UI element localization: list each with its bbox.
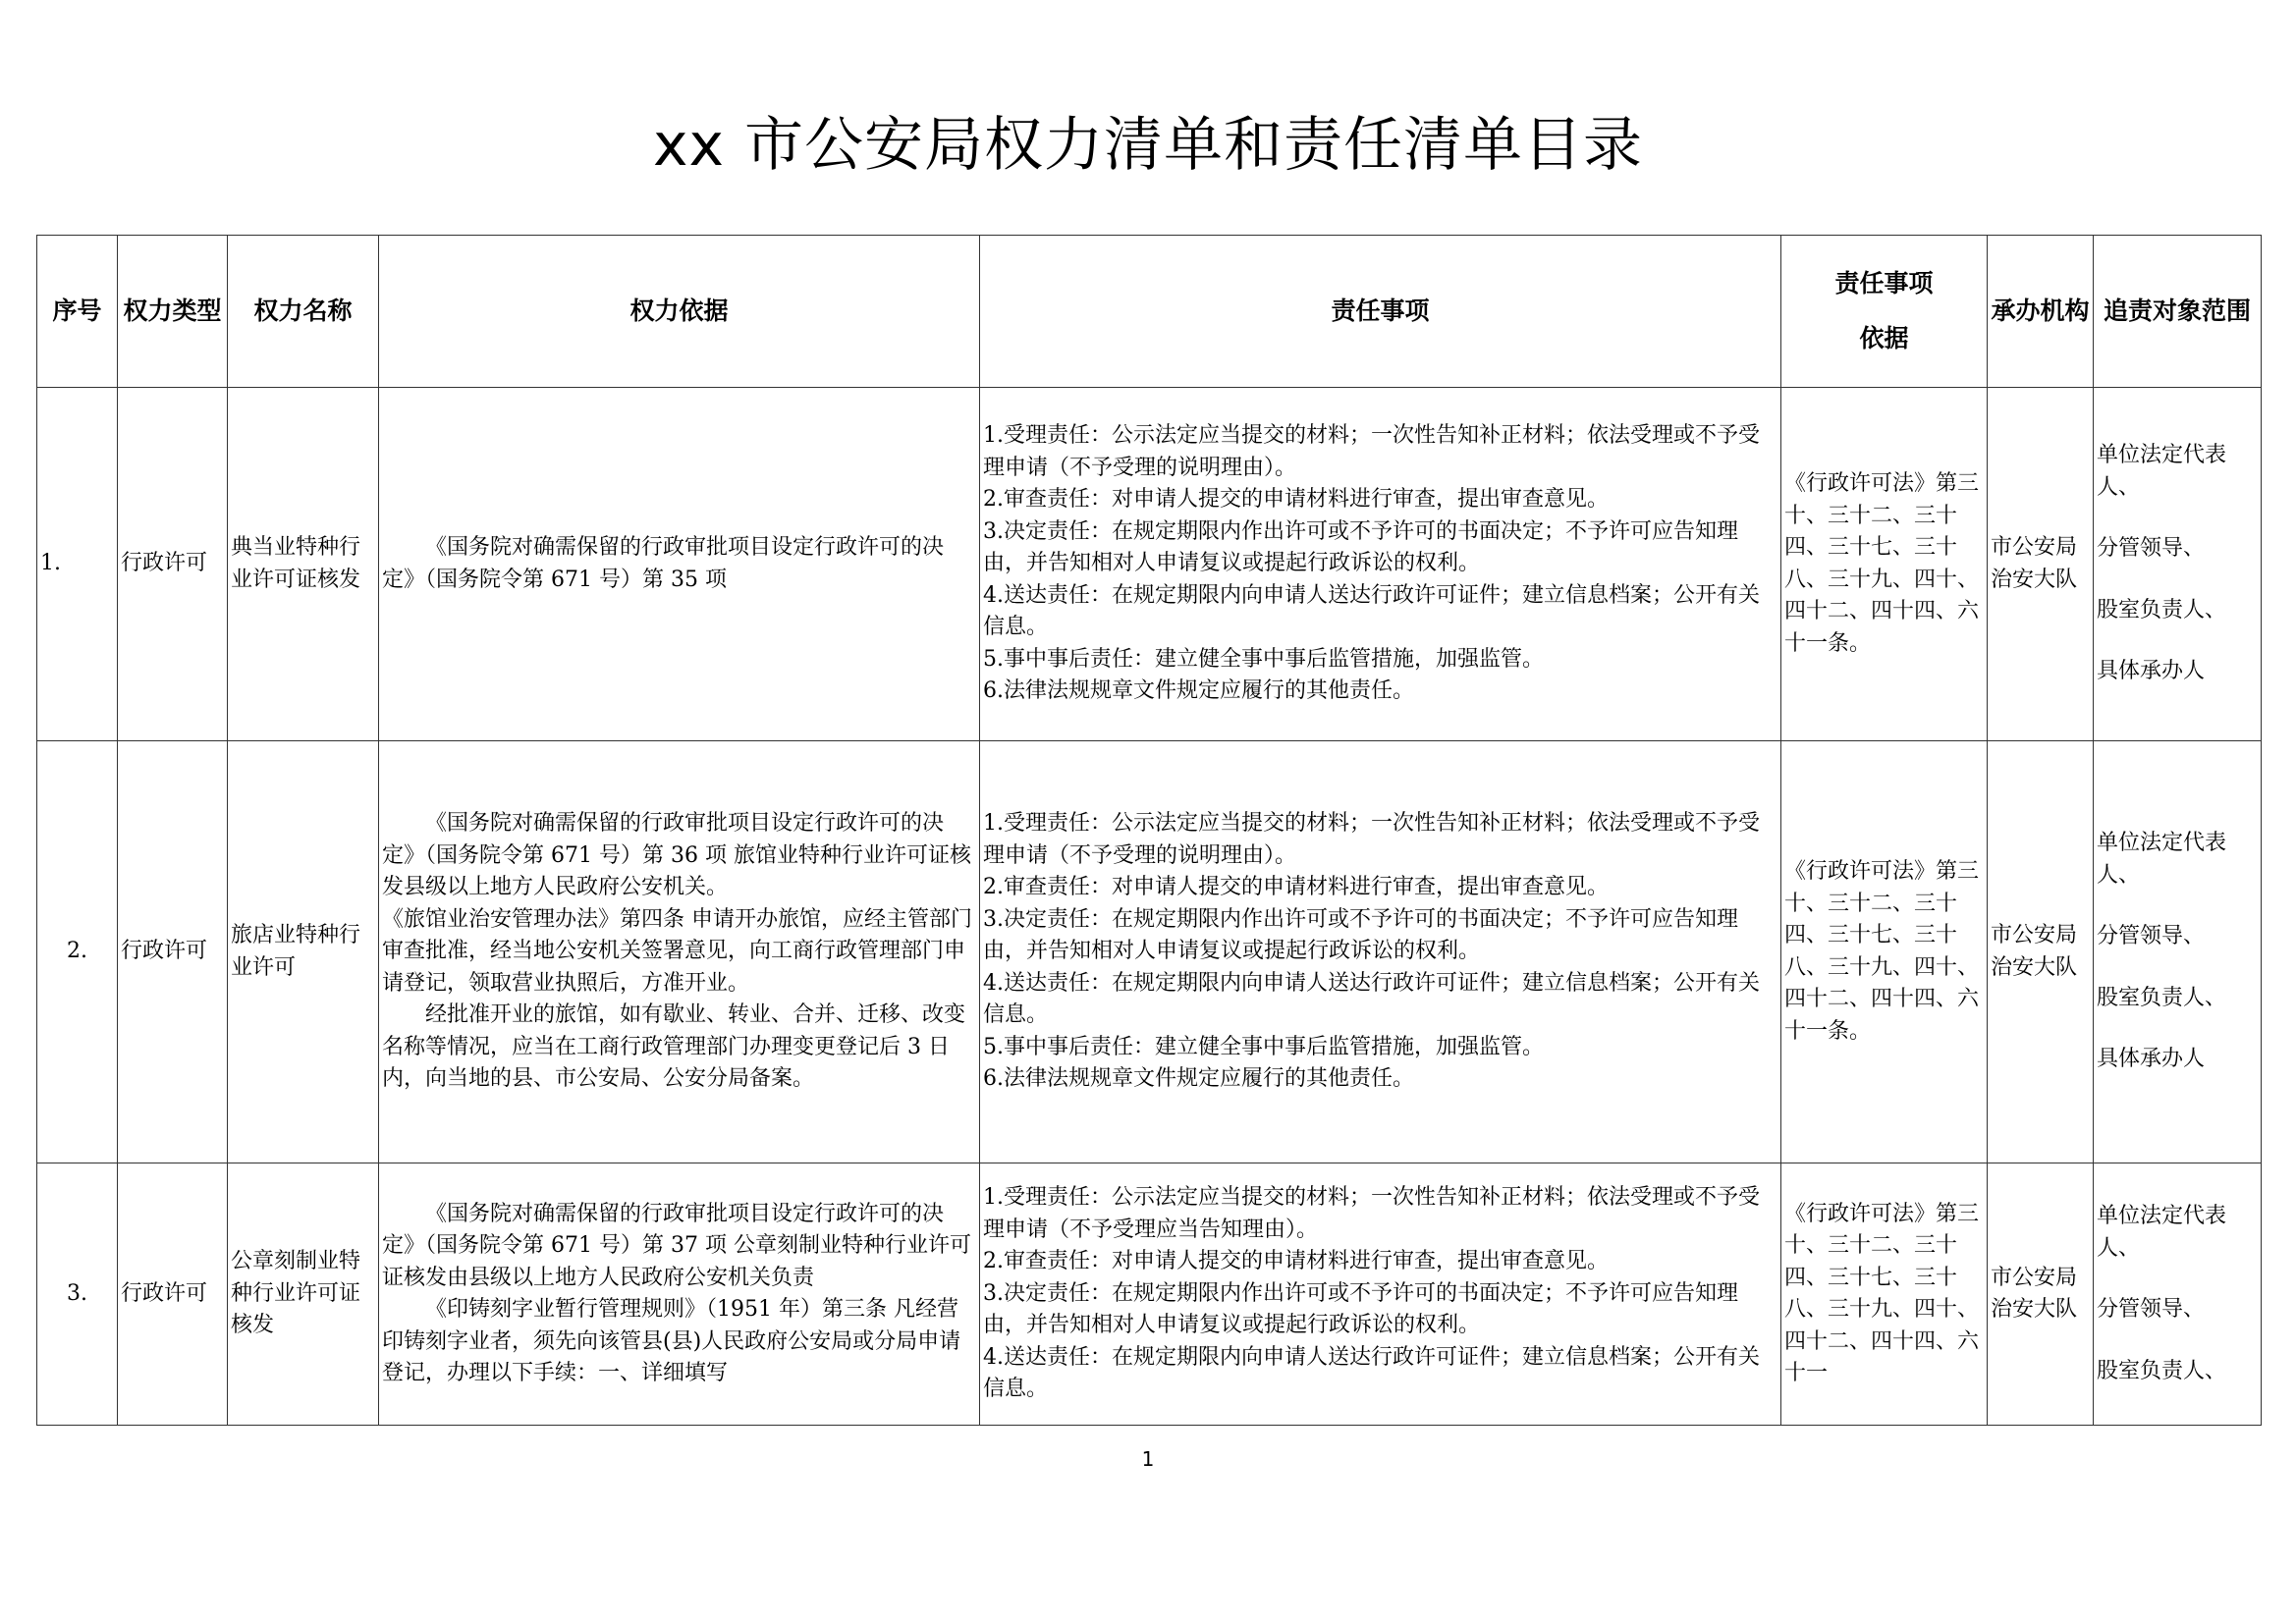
header-seq: 序号 bbox=[37, 236, 118, 388]
row-accountable bbox=[2094, 1163, 2262, 1426]
duty-item: 5.事中事后责任：建立健全事中事后监管措施，加强监管。 bbox=[983, 646, 1544, 672]
accountable-item: 分管领导、 bbox=[2097, 1297, 2206, 1322]
row-power-basis bbox=[379, 741, 980, 1163]
accountable-item: 分管领导、 bbox=[2097, 536, 2206, 562]
basis-paragraph: 《国务院对确需保留的行政审批项目设定行政许可的决定》（国务院令第 671 号）第 37 项 公章刻制业特种行业许可证核发由县级以上地方人民政府公安机关负责 bbox=[382, 1201, 971, 1290]
row-accountable bbox=[2094, 741, 2262, 1163]
table-header-row bbox=[37, 236, 2262, 388]
row-duty-basis: 《行政许可法》第三十、三十二、三十四、三十七、三十八、三十九、四十、四十二、四十四、六十一 bbox=[1781, 1163, 1988, 1426]
accountable-item: 单位法定代表人、 bbox=[2097, 831, 2227, 888]
row-power-name: 典当业特种行业许可证核发 bbox=[228, 388, 379, 741]
duty-item: 5.事中事后责任：建立健全事中事后监管措施，加强监管。 bbox=[983, 1034, 1544, 1059]
duty-item: 2.审查责任：对申请人提交的申请材料进行审查，提出审查意见。 bbox=[983, 875, 1609, 900]
duty-item: 1.受理责任：公示法定应当提交的材料；一次性告知补正材料；依法受理或不予受理申请（不予受理的说明理由）。 bbox=[983, 423, 1760, 480]
basis-paragraph: 经批准开业的旅馆，如有歇业、转业、合并、迁移、改变名称等情况，应当在工商行政管理部门办理变更登记后 3 日内，向当地的县、市公安局、公安分局备案。 bbox=[382, 1002, 966, 1092]
accountable-item: 具体承办人 bbox=[2097, 659, 2206, 684]
header-duties: 责任事项 bbox=[980, 236, 1781, 388]
row-duty-basis: 《行政许可法》第三十、三十二、三十四、三十七、三十八、三十九、四十、四十二、四十四、六十一条。 bbox=[1781, 741, 1988, 1163]
row-seq: 1. bbox=[37, 388, 118, 741]
row-accountable bbox=[2094, 388, 2262, 741]
accountable-item: 单位法定代表人、 bbox=[2097, 443, 2227, 500]
table-row bbox=[37, 741, 2262, 1163]
row-duties bbox=[980, 741, 1781, 1163]
accountable-item: 具体承办人 bbox=[2097, 1047, 2206, 1072]
header-power-basis: 权力依据 bbox=[379, 236, 980, 388]
row-power-name: 旅店业特种行业许可 bbox=[228, 741, 379, 1163]
row-duties bbox=[980, 1163, 1781, 1426]
row-seq: 2. bbox=[37, 741, 118, 1163]
duty-item: 1.受理责任：公示法定应当提交的材料；一次性告知补正材料；依法受理或不予受理申请（不予受理的说明理由）。 bbox=[983, 811, 1760, 868]
accountable-item: 股室负责人、 bbox=[2097, 1358, 2227, 1383]
duty-item: 4.送达责任：在规定期限内向申请人送达行政许可证件；建立信息档案；公开有关信息。 bbox=[983, 970, 1760, 1028]
duty-item: 1.受理责任：公示法定应当提交的材料；一次性告知补正材料；依法受理或不予受理申请（不予受理应当告知理由）。 bbox=[983, 1185, 1760, 1242]
row-duties bbox=[980, 388, 1781, 741]
accountable-item: 单位法定代表人、 bbox=[2097, 1204, 2227, 1261]
duty-item: 3.决定责任：在规定期限内作出许可或不予许可的书面决定；不予许可应告知理由，并告知相对人申请复议或提起行政诉讼的权利。 bbox=[983, 518, 1738, 576]
header-duty-basis-top: 责任事项 bbox=[1834, 269, 1934, 298]
duty-item: 6.法律法规规章文件规定应履行的其他责任。 bbox=[983, 1066, 1414, 1092]
accountable-item: 股室负责人、 bbox=[2097, 985, 2227, 1010]
header-org: 承办机构 bbox=[1988, 236, 2094, 388]
basis-paragraph: 《旅馆业治安管理办法》第四条 申请开办旅馆，应经主管部门审查批准，经当地公安机关签署意见，向工商行政管理部门申请登记，领取营业执照后，方准开业。 bbox=[382, 906, 972, 996]
duty-item: 2.审查责任：对申请人提交的申请材料进行审查，提出审查意见。 bbox=[983, 487, 1609, 513]
duty-item: 3.决定责任：在规定期限内作出许可或不予许可的书面决定；不予许可应告知理由，并告知相对人申请复议或提起行政诉讼的权利。 bbox=[983, 1280, 1738, 1338]
power-list-table bbox=[36, 235, 2262, 1426]
row-duty-basis: 《行政许可法》第三十、三十二、三十四、三十七、三十八、三十九、四十、四十二、四十四、六十一条。 bbox=[1781, 388, 1988, 741]
duty-item: 3.决定责任：在规定期限内作出许可或不予许可的书面决定；不予许可应告知理由，并告知相对人申请复议或提起行政诉讼的权利。 bbox=[983, 906, 1738, 964]
duty-item: 4.送达责任：在规定期限内向申请人送达行政许可证件；建立信息档案；公开有关信息。 bbox=[983, 582, 1760, 640]
row-org: 市公安局治安大队 bbox=[1988, 1163, 2094, 1426]
header-duty-basis-bottom: 依据 bbox=[1859, 324, 1909, 352]
accountable-item: 股室负责人、 bbox=[2097, 597, 2227, 622]
header-duty-basis bbox=[1781, 236, 1988, 388]
duty-item: 2.审查责任：对申请人提交的申请材料进行审查，提出审查意见。 bbox=[983, 1249, 1609, 1274]
duty-item: 6.法律法规规章文件规定应履行的其他责任。 bbox=[983, 678, 1414, 704]
accountable-item: 分管领导、 bbox=[2097, 924, 2206, 949]
row-power-basis bbox=[379, 1163, 980, 1426]
header-power-name: 权力名称 bbox=[228, 236, 379, 388]
page-number: 1 bbox=[1141, 1447, 1155, 1471]
row-power-type: 行政许可 bbox=[118, 741, 228, 1163]
row-seq: 3. bbox=[37, 1163, 118, 1426]
duty-item: 4.送达责任：在规定期限内向申请人送达行政许可证件；建立信息档案；公开有关信息。 bbox=[983, 1344, 1760, 1402]
row-power-basis bbox=[379, 388, 980, 741]
row-org: 市公安局治安大队 bbox=[1988, 741, 2094, 1163]
row-power-type: 行政许可 bbox=[118, 388, 228, 741]
header-accountable: 追责对象范围 bbox=[2094, 236, 2262, 388]
page-title: xx 市公安局权力清单和责任清单目录 bbox=[652, 111, 1644, 180]
row-power-type: 行政许可 bbox=[118, 1163, 228, 1426]
header-power-type: 权力类型 bbox=[118, 236, 228, 388]
row-org: 市公安局治安大队 bbox=[1988, 388, 2094, 741]
row-power-name: 公章刻制业特种行业许可证核发 bbox=[228, 1163, 379, 1426]
table-row bbox=[37, 388, 2262, 741]
basis-paragraph: 《印铸刻字业暂行管理规则》（1951 年）第三条 凡经营印铸刻字业者，须先向该管县(县)人民政府公安局或分局申请登记，办理以下手续：一、详细填写 bbox=[382, 1297, 961, 1385]
basis-paragraph: 《国务院对确需保留的行政审批项目设定行政许可的决定》（国务院令第 671 号）第 36 项 旅馆业特种行业许可证核发县级以上地方人民政府公安机关。 bbox=[382, 811, 971, 900]
table-row bbox=[37, 1163, 2262, 1426]
basis-paragraph: 《国务院对确需保留的行政审批项目设定行政许可的决定》（国务院令第 671 号）第 35 项 bbox=[382, 535, 945, 592]
